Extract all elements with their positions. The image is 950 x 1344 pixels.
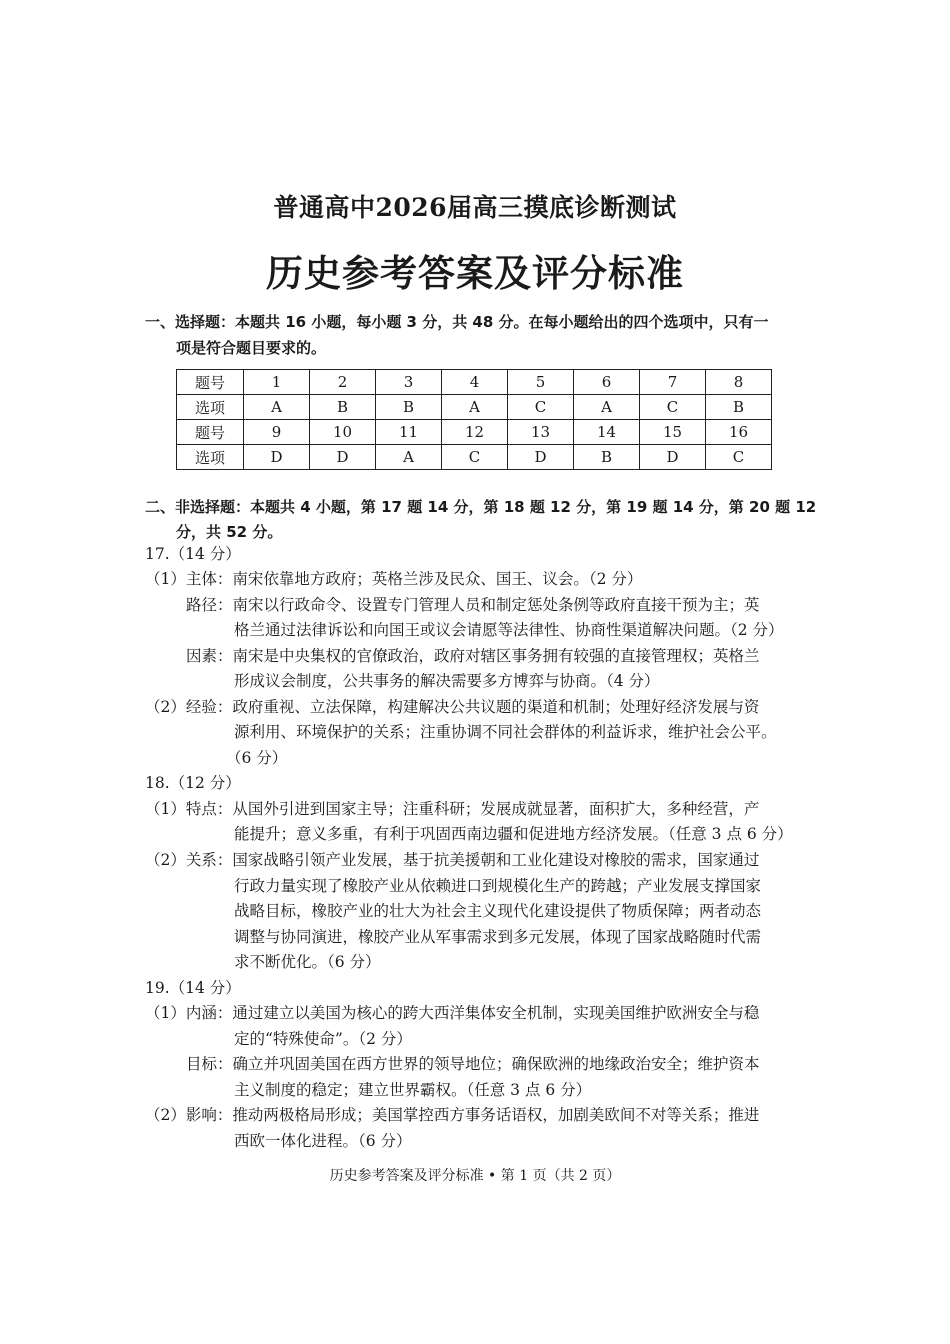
table-cell: A bbox=[442, 395, 508, 420]
q19-line: （1）内涵：通过建立以美国为核心的跨大西洋集体安全机制，实现美国维护欧洲安全与稳 bbox=[145, 1004, 760, 1022]
table-cell: 题号 bbox=[177, 420, 244, 445]
table-cell: A bbox=[376, 445, 442, 470]
q17-line: 源利用、环境保护的关系；注重协调不同社会群体的利益诉求，维护社会公平。 bbox=[234, 723, 777, 741]
table-cell: 7 bbox=[640, 370, 706, 395]
table-cell: 10 bbox=[310, 420, 376, 445]
table-row bbox=[177, 370, 772, 395]
table-cell: A bbox=[574, 395, 640, 420]
q17-line: （2）经验：政府重视、立法保障，构建解决公共议题的渠道和机制；处理好经济发展与资 bbox=[145, 698, 760, 716]
page-title: 普通高中2026届高三摸底诊断测试 bbox=[273, 193, 677, 222]
table-cell: 题号 bbox=[177, 370, 244, 395]
table-cell: C bbox=[640, 395, 706, 420]
table-cell: C bbox=[442, 445, 508, 470]
q18-heading: 18.（12 分） bbox=[145, 774, 241, 792]
table-cell: 11 bbox=[376, 420, 442, 445]
q19-heading: 19.（14 分） bbox=[145, 979, 241, 997]
q19-line: （2）影响：推动两极格局形成；美国掌控西方事务话语权，加剧美欧间不对等关系；推进 bbox=[145, 1106, 760, 1124]
table-cell: 8 bbox=[706, 370, 772, 395]
table-cell: 9 bbox=[244, 420, 310, 445]
q18-line: 能提升；意义多重，有利于巩固西南边疆和促进地方经济发展。（任意 3 点 6 分） bbox=[234, 825, 793, 843]
table-cell: D bbox=[310, 445, 376, 470]
table-cell: B bbox=[376, 395, 442, 420]
table-cell: D bbox=[244, 445, 310, 470]
q18-line: （1）特点：从国外引进到国家主导；注重科研；发展成就显著，面积扩大，多种经营，产 bbox=[145, 800, 760, 818]
table-cell: 14 bbox=[574, 420, 640, 445]
section1-heading-cont: 项是符合题目要求的。 bbox=[176, 339, 327, 357]
table-row bbox=[177, 420, 772, 445]
q17-line: 路径：南宋以行政命令、设置专门管理人员和制定惩处条例等政府直接干预为主；英 bbox=[186, 596, 760, 614]
q17-line: （6 分） bbox=[226, 749, 288, 767]
q18-line: （2）关系：国家战略引领产业发展，基于抗美援朝和工业化建设对橡胶的需求，国家通过 bbox=[145, 851, 760, 869]
table-row bbox=[177, 395, 772, 420]
table-cell: A bbox=[244, 395, 310, 420]
page-footer: 历史参考答案及评分标准 • 第 1 页（共 2 页） bbox=[329, 1168, 621, 1184]
q18-line: 战略目标，橡胶产业的壮大为社会主义现代化建设提供了物质保障；两者动态 bbox=[234, 902, 762, 920]
table-cell: D bbox=[508, 445, 574, 470]
table-row bbox=[177, 445, 772, 470]
table-cell: 3 bbox=[376, 370, 442, 395]
table-cell: B bbox=[574, 445, 640, 470]
q17-line: （1）主体：南宋依靠地方政府；英格兰涉及民众、国王、议会。（2 分） bbox=[145, 570, 643, 588]
table-cell: C bbox=[508, 395, 574, 420]
q19-line: 主义制度的稳定；建立世界霸权。（任意 3 点 6 分） bbox=[234, 1081, 592, 1099]
q18-line: 行政力量实现了橡胶产业从依赖进口到规模化生产的跨越；产业发展支撑国家 bbox=[234, 877, 762, 895]
q17-line: 格兰通过法律诉讼和向国王或议会请愿等法律性、协商性渠道解决问题。（2 分） bbox=[234, 621, 784, 639]
table-cell: B bbox=[310, 395, 376, 420]
table-cell: 5 bbox=[508, 370, 574, 395]
page-subtitle: 历史参考答案及评分标准 bbox=[266, 251, 684, 295]
answer-table bbox=[176, 369, 772, 470]
table-cell: D bbox=[640, 445, 706, 470]
table-cell: 选项 bbox=[177, 395, 244, 420]
q19-line: 目标：确立并巩固美国在西方世界的领导地位；确保欧洲的地缘政治安全；维护资本 bbox=[186, 1055, 760, 1073]
table-cell: 1 bbox=[244, 370, 310, 395]
table-cell: 13 bbox=[508, 420, 574, 445]
section2-heading: 二、非选择题：本题共 4 小题，第 17 题 14 分，第 18 题 12 分，第 19 题 14 分，第 20 题 12 bbox=[145, 498, 817, 516]
table-cell: 6 bbox=[574, 370, 640, 395]
table-cell: 12 bbox=[442, 420, 508, 445]
table-cell: B bbox=[706, 395, 772, 420]
table-cell: C bbox=[706, 445, 772, 470]
section1-heading: 一、选择题：本题共 16 小题，每小题 3 分，共 48 分。在每小题给出的四个选项中，只有一 bbox=[145, 313, 769, 331]
q18-line: 调整与协同演进，橡胶产业从军事需求到多元发展，体现了国家战略随时代需 bbox=[234, 928, 762, 946]
table-cell: 选项 bbox=[177, 445, 244, 470]
table-cell: 15 bbox=[640, 420, 706, 445]
section2-heading-cont: 分，共 52 分。 bbox=[176, 523, 283, 541]
q19-line: 西欧一体化进程。（6 分） bbox=[234, 1132, 412, 1150]
table-cell: 16 bbox=[706, 420, 772, 445]
table-cell: 4 bbox=[442, 370, 508, 395]
table-cell: 2 bbox=[310, 370, 376, 395]
q19-line: 定的“特殊使命”。（2 分） bbox=[234, 1030, 412, 1048]
q17-line: 因素：南宋是中央集权的官僚政治，政府对辖区事务拥有较强的直接管理权；英格兰 bbox=[186, 647, 760, 665]
q17-heading: 17.（14 分） bbox=[145, 545, 241, 563]
q17-line: 形成议会制度，公共事务的解决需要多方博弈与协商。（4 分） bbox=[234, 672, 660, 690]
q18-line: 求不断优化。（6 分） bbox=[234, 953, 381, 971]
